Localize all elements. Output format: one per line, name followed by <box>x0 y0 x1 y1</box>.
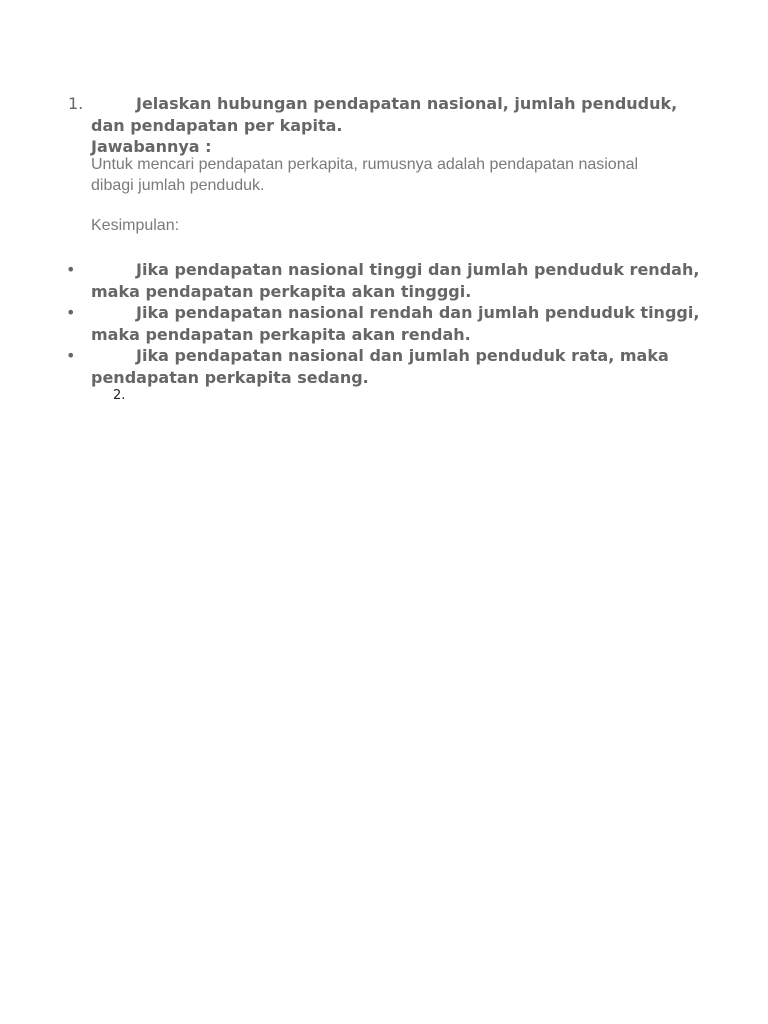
bullet-text-line-2: maka pendapatan perkapita akan rendah. <box>91 324 471 344</box>
answer-line-1: Untuk mencari pendapatan perkapita, rumusnya adalah pendapatan nasional <box>91 156 639 173</box>
answer-line-2: dibagi jumlah penduduk. <box>91 176 265 194</box>
list-item <box>66 259 706 302</box>
bullet-text-line-1: Jika pendapatan nasional dan jumlah penduduk rata, maka <box>136 346 669 365</box>
bullet-icon: • <box>66 260 76 279</box>
conclusion-label: Kesimpulan: <box>91 217 180 234</box>
question-text-line-2: dan pendapatan per kapita. <box>91 115 343 135</box>
bullet-text-line-2: maka pendapatan perkapita akan tingggi. <box>91 281 472 301</box>
bullet-icon: • <box>66 346 76 365</box>
question-number: 1. <box>68 94 84 113</box>
bullet-text-line-1: Jika pendapatan nasional tinggi dan jumlah penduduk rendah, <box>136 260 700 279</box>
question-text-line-1: Jelaskan hubungan pendapatan nasional, jumlah penduduk, <box>136 94 678 113</box>
list-item <box>66 345 706 388</box>
list-item <box>66 302 706 345</box>
answer-paragraph <box>91 155 691 196</box>
answer-label: Jawabannya : <box>91 137 212 156</box>
bullet-text-line-2: pendapatan perkapita sedang. <box>91 367 369 387</box>
question-2-number: 2. <box>113 388 126 403</box>
bullet-text-line-1: Jika pendapatan nasional rendah dan jumlah penduduk tinggi, <box>136 303 700 322</box>
bullet-icon: • <box>66 303 76 322</box>
